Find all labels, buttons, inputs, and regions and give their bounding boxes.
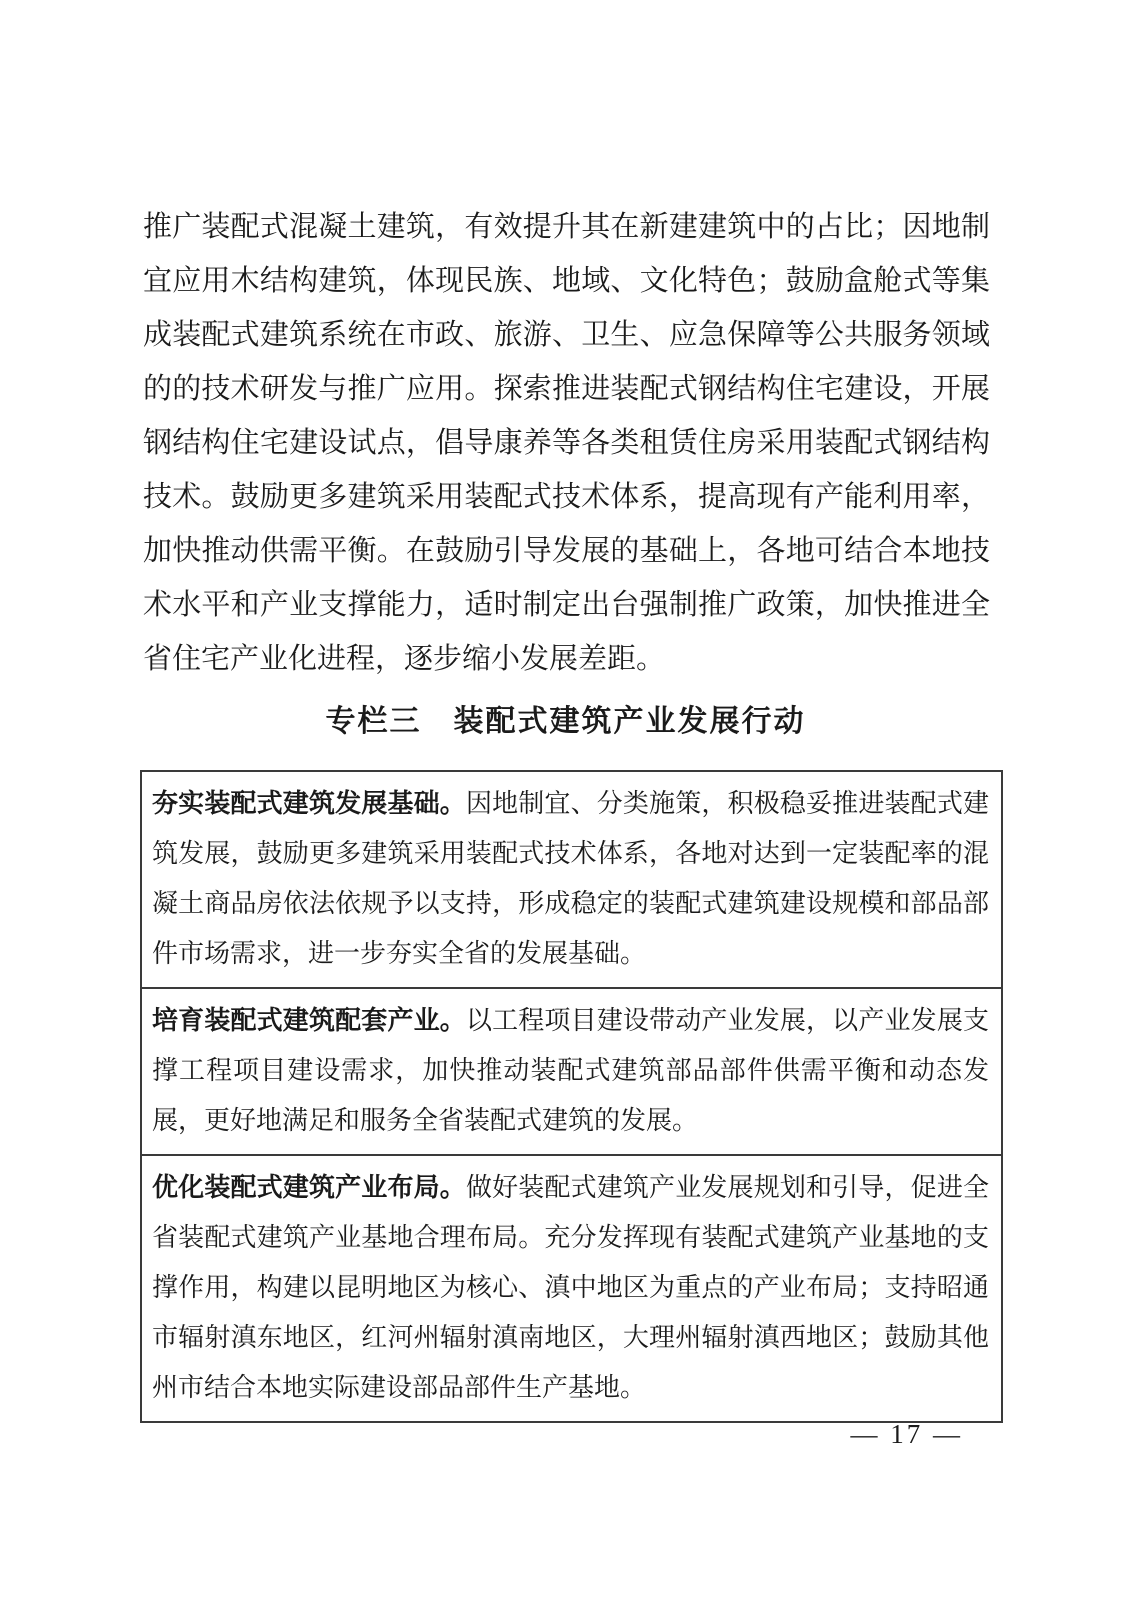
- text-line: 钢结构住宅建设试点，倡导康养等各类租赁住房采用装配式钢结构: [143, 427, 990, 459]
- section-first-line: [152, 1162, 989, 1213]
- text-line: 宜应用木结构建筑，体现民族、地域、文化特色；鼓励盒舱式等集: [143, 265, 990, 297]
- box-section-optimize-industry-layout: [142, 1154, 1001, 1421]
- text-line: 撑作用，构建以昆明地区为核心、滇中地区为重点的产业布局；支持昭通: [152, 1273, 989, 1302]
- text-line: 凝土商品房依法依规予以支持，形成稳定的装配式建筑建设规模和部品部: [152, 889, 989, 918]
- text-line: 加快推动供需平衡。在鼓励引导发展的基础上，各地可结合本地技: [143, 535, 990, 567]
- text-line: 的的技术研发与推广应用。探索推进装配式钢结构住宅建设，开展: [143, 373, 990, 405]
- section-first-line-text: 做好装配式建筑产业发展规划和引导，促进全: [465, 1173, 989, 1202]
- section-first-line-text: 以工程项目建设带动产业发展，以产业发展支: [465, 1006, 989, 1035]
- section-body-lines: [152, 1213, 989, 1413]
- section-lead: 培育装配式建筑配套产业。: [152, 1005, 466, 1035]
- box-section-cultivate-supporting-industry: [142, 987, 1001, 1154]
- section-first-line: [152, 995, 989, 1046]
- text-line: 展，更好地满足和服务全省装配式建筑的发展。: [152, 1106, 699, 1135]
- section-first-line-text: 因地制宜、分类施策，积极稳妥推进装配式建: [465, 789, 989, 818]
- text-line: 州市结合本地实际建设部品部件生产基地。: [152, 1373, 647, 1402]
- text-line: 省装配式建筑产业基地合理布局。充分发挥现有装配式建筑产业基地的支: [152, 1223, 989, 1252]
- text-line: 件市场需求，进一步夯实全省的发展基础。: [152, 939, 647, 968]
- body-paragraph: [143, 200, 990, 686]
- column-box-title: 专栏三 装配式建筑产业发展行动: [325, 705, 806, 738]
- section-lead: 优化装配式建筑产业布局。: [152, 1172, 466, 1202]
- text-line: 推广装配式混凝土建筑，有效提升其在新建建筑中的占比；因地制: [143, 211, 990, 243]
- text-line: 成装配式建筑系统在市政、旅游、卫生、应急保障等公共服务领域: [143, 319, 990, 351]
- box-section-consolidate-foundation: [142, 772, 1001, 987]
- text-line: 技术。鼓励更多建筑采用装配式技术体系，提高现有产能利用率，: [143, 481, 990, 513]
- text-line: 市辐射滇东地区，红河州辐射滇南地区，大理州辐射滇西地区；鼓励其他: [152, 1323, 989, 1352]
- column-box: [140, 770, 1003, 1423]
- text-line: 筑发展，鼓励更多建筑采用装配式技术体系，各地对达到一定装配率的混: [152, 839, 989, 868]
- text-line: 省住宅产业化进程，逐步缩小发展差距。: [143, 643, 666, 675]
- page-number: — 17 —: [850, 1419, 963, 1449]
- section-body-lines: [152, 829, 989, 979]
- section-lead: 夯实装配式建筑发展基础。: [152, 788, 466, 818]
- section-first-line: [152, 778, 989, 829]
- section-body-lines: [152, 1046, 989, 1146]
- text-line: 术水平和产业支撑能力，适时制定出台强制推广政策，加快推进全: [143, 589, 990, 621]
- text-line: 撑工程项目建设需求，加快推动装配式建筑部品部件供需平衡和动态发: [152, 1056, 989, 1085]
